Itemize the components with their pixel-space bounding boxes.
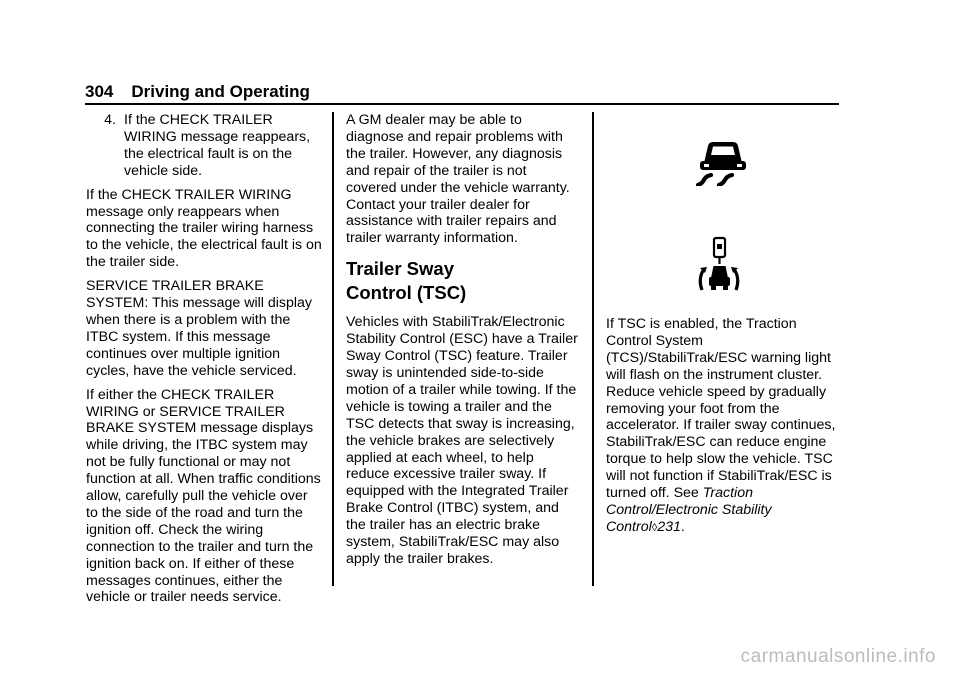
trailer-sway-icon bbox=[696, 236, 742, 292]
paragraph: If the CHECK TRAILER WIRING message only reappears when connecting the trailer wiring harness to the vehicle, the electrical fault is on the trailer side. bbox=[86, 186, 322, 271]
list-number: 4. bbox=[104, 112, 116, 128]
watermark: carmanualsonline.info bbox=[740, 646, 936, 667]
paragraph: A GM dealer may be able to diagnose and repair problems with the trailer. However, any diagnosis and repair of the trailer is not covered under the vehicle warranty. Contact your trailer dealer for assistance with trailer repairs and trailer warranty information. bbox=[346, 112, 570, 247]
column-divider bbox=[332, 112, 334, 586]
heading-line: Trailer Sway bbox=[346, 258, 454, 280]
header-rule bbox=[85, 103, 839, 105]
page-header bbox=[85, 82, 310, 102]
column-left bbox=[86, 112, 322, 613]
paragraph bbox=[606, 316, 838, 537]
paragraph: SERVICE TRAILER BRAKE SYSTEM: This message will display when there is a problem with the ITBC system. If this message continues over multiple ignition cycles, have the vehicle serviced. bbox=[86, 278, 313, 379]
page-number: 304 bbox=[85, 82, 114, 101]
column-right bbox=[606, 316, 838, 544]
page-ref-arrow-icon: ◊ bbox=[651, 521, 658, 534]
sentence-end: . bbox=[680, 518, 685, 535]
traction-control-skid-icon bbox=[694, 136, 752, 186]
list-text: If the CHECK TRAILER WIRING message reappears, the electrical fault is on the vehicle side. bbox=[124, 112, 311, 179]
list-item bbox=[86, 112, 322, 180]
column-middle bbox=[346, 112, 578, 575]
paragraph: If either the CHECK TRAILER WIRING or SERVICE TRAILER BRAKE SYSTEM message displays while driving, the ITBC system may not be fully functional or may not function at all. When traffic conditions allow, carefully pull the vehicle over to the side of the road and turn the ignition off. Check the wiring connection to the trailer and turn the ignition back on. If either of these messages continues, either the vehicle or trailer needs service. bbox=[86, 386, 321, 606]
column-divider bbox=[592, 112, 594, 586]
section-title: Driving and Operating bbox=[131, 82, 310, 101]
heading-line: Control (TSC) bbox=[346, 282, 467, 304]
paragraph-text: If TSC is enabled, the Traction Control System (TCS)/StabiliTrak/ESC warning light will flash on the instrument cluster. Reduce vehicle speed by gradually removing your foot from the accelerator. If trailer sway continues, StabiliTrak/ESC can reduce engine torque to help slow the vehicle. TSC will not function if StabiliTrak/ESC is turned off. See bbox=[606, 316, 836, 502]
reference-page: 231 bbox=[657, 518, 681, 535]
reference-title: Traction Control/Electronic Stability Control bbox=[606, 485, 772, 535]
section-heading bbox=[346, 257, 578, 305]
paragraph: Vehicles with StabiliTrak/Electronic Stability Control (ESC) have a Trailer Sway Control (TSC) feature. Trailer sway is unintended side-to-side motion of a trailer while towing. If the vehicle is towing a trailer and the TSC detects that sway is increasing, the vehicle brakes are selectively applied at each wheel, to help reduce excessive trailer sway. If equipped with the Integrated Trailer Brake Control (ITBC) system, and the trailer has an electric brake system, StabiliTrak/ESC may also apply the trailer brakes. bbox=[346, 314, 578, 567]
